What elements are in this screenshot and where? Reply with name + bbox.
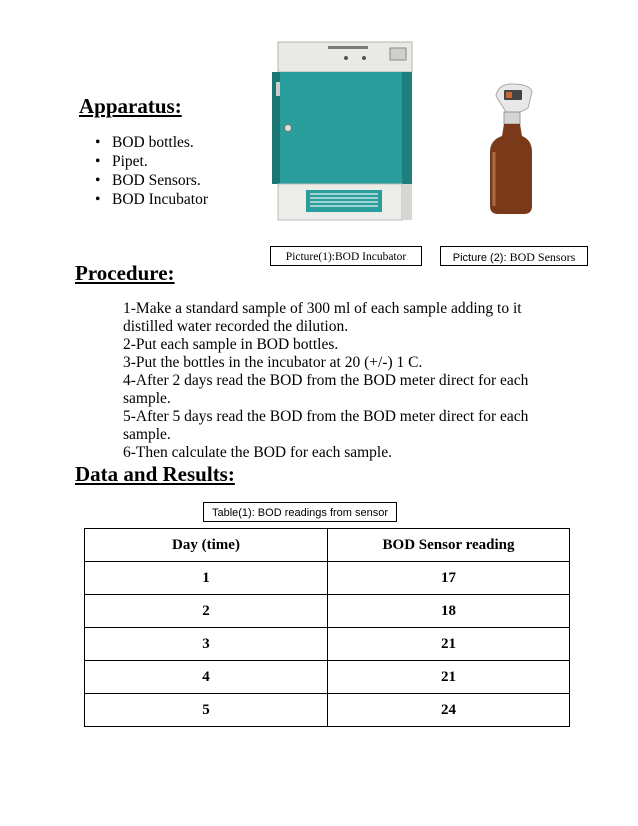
reading-cell: 18 [328, 595, 570, 628]
procedure-line: 6-Then calculate the BOD for each sample. [123, 444, 392, 461]
procedure-line: distilled water recorded the dilution. [123, 318, 349, 335]
table-row [85, 628, 570, 661]
reading-cell: 17 [328, 562, 570, 595]
procedure-line: 3-Put the bottles in the incubator at 20 (+/-) 1 C. [123, 354, 423, 371]
procedure-line: sample. [123, 426, 171, 443]
picture2-caption-suffix: BOD Sensors [509, 250, 576, 264]
list-item: • BOD Incubator [95, 190, 208, 209]
reading-cell: 24 [328, 694, 570, 727]
table-row [85, 694, 570, 727]
day-cell: 4 [85, 661, 328, 694]
list-item: • BOD bottles. [95, 133, 208, 152]
procedure-line: 5-After 5 days read the BOD from the BOD meter direct for each [123, 408, 529, 425]
picture2-caption [440, 246, 588, 266]
day-cell: 1 [85, 562, 328, 595]
procedure-heading: Procedure: [75, 261, 175, 285]
column-header-reading: BOD Sensor reading [328, 529, 570, 562]
procedure-line: 1-Make a standard sample of 300 ml of each sample adding to it [123, 300, 522, 317]
column-header-day: Day (time) [85, 529, 328, 562]
table-header-row [85, 529, 570, 562]
table-row [85, 661, 570, 694]
procedure-line: 4-After 2 days read the BOD from the BOD meter direct for each [123, 372, 529, 389]
day-cell: 2 [85, 595, 328, 628]
procedure-line: sample. [123, 390, 171, 407]
incubator-picture [272, 38, 418, 222]
list-item: • BOD Sensors. [95, 171, 208, 190]
bod-sensor-picture [486, 82, 536, 216]
table-row [85, 595, 570, 628]
reading-cell: 21 [328, 661, 570, 694]
table1-caption: Table(1): BOD readings from sensor [203, 502, 397, 522]
picture2-caption-prefix: Picture (2): [452, 252, 510, 264]
apparatus-list [95, 133, 208, 209]
picture1-caption: Picture(1):BOD Incubator [270, 246, 422, 266]
procedure-steps [123, 300, 563, 462]
day-cell: 5 [85, 694, 328, 727]
apparatus-heading: Apparatus: [79, 94, 182, 118]
table-row [85, 562, 570, 595]
results-heading: Data and Results: [75, 462, 235, 486]
reading-cell: 21 [328, 628, 570, 661]
list-item: • Pipet. [95, 152, 208, 171]
day-cell: 3 [85, 628, 328, 661]
results-table [84, 528, 570, 727]
procedure-line: 2-Put each sample in BOD bottles. [123, 336, 339, 353]
